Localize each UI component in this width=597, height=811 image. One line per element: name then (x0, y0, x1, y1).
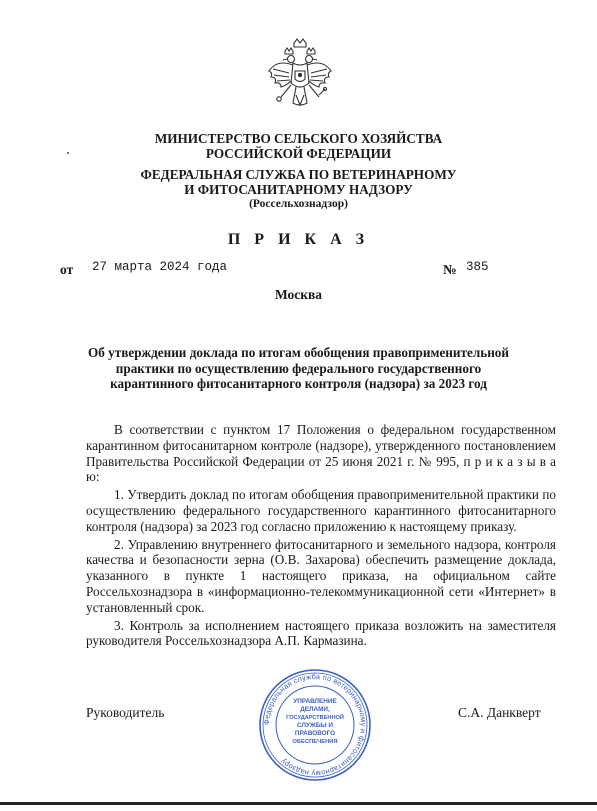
ministry-header (0, 131, 597, 161)
service-header (0, 167, 597, 212)
document-body (86, 422, 556, 651)
stamp-ring-text: Федеральная служба по ветеринарному и фитосанитарному надзору (261, 671, 369, 779)
signatory-position: Руководитель (86, 705, 165, 720)
ministry-line-1: МИНИСТЕРСТВО СЕЛЬСКОГО ХОЗЯЙСТВА (154, 131, 443, 146)
stamp-line-4: СЛУЖБЫ И (297, 722, 333, 729)
stamp-line-6: ОБЕСПЕЧЕНИЯ (292, 739, 338, 745)
paragraph-item-1: 1. Утвердить доклад по итогам обобщения правоприменительной практики по осуществлению федерального государственного карантинного фитосанитарного контроля (надзора) за 2023 год согласно приложению к настоящему приказу. (86, 487, 556, 534)
date-label: от (60, 262, 74, 277)
title-line-1: Об утверждении доклада по итогам обобщения правоприменительной (88, 345, 509, 360)
paragraph-preamble: В соответствии с пунктом 17 Положения о федеральном государственном карантинном фитосанитарном контроле (надзоре), утвержденного постановлением Правительства Российской Федерации от 25 июня 2021 г. № 995, п р и к а з ы в а ю: (86, 422, 556, 485)
service-line-1: ФЕДЕРАЛЬНАЯ СЛУЖБА ПО ВЕТЕРИНАРНОМУ (140, 167, 457, 182)
stamp-line-5: ПРАВОВОГО (294, 730, 336, 737)
document-date: 27 марта 2024 года (92, 260, 228, 274)
document-type: П Р И К А З (227, 231, 370, 248)
stamp-line-2: ДЕЛАМИ, (300, 706, 330, 713)
scan-bottom-edge (0, 802, 597, 805)
service-short-name: (Россельхознадзор) (249, 198, 348, 210)
title-line-3: карантинного фитосанитарного контроля (надзора) за 2023 год (110, 376, 487, 391)
number-label: № (443, 262, 457, 277)
document-number: 385 (466, 260, 489, 274)
document-title (0, 345, 597, 392)
document-city: Москва (274, 287, 323, 302)
signatory-name: С.А. Данкверт (458, 705, 541, 720)
title-line-2: практики по осуществлению федерального государственного (115, 360, 482, 376)
official-stamp (258, 668, 372, 782)
stamp-line-3: ГОСУДАРСТВЕННОЙ (286, 715, 344, 721)
coat-of-arms-emblem (263, 37, 337, 121)
stamp-line-1: УПРАВЛЕНИЕ (293, 698, 337, 705)
paragraph-item-2: 2. Управлению внутреннего фитосанитарного и земельного надзора, контроля качества и безопасности зерна (О.В. Захарова) обеспечить размещение доклада, указанного в пункте 1 настоящего приказа, на официальном сайте Россельхознадзора в «информационно-телекоммуникационной сети «Интернет» в установленный срок. (86, 536, 556, 615)
paragraph-item-3: 3. Контроль за исполнением настоящего приказа возложить на заместителя руководителя Россельхознадзора А.П. Кармазина. (86, 617, 556, 649)
service-line-2: И ФИТОСАНИТАРНОМУ НАДЗОРУ (184, 182, 413, 197)
ministry-line-2: РОССИЙСКОЙ ФЕДЕРАЦИИ (205, 146, 392, 161)
